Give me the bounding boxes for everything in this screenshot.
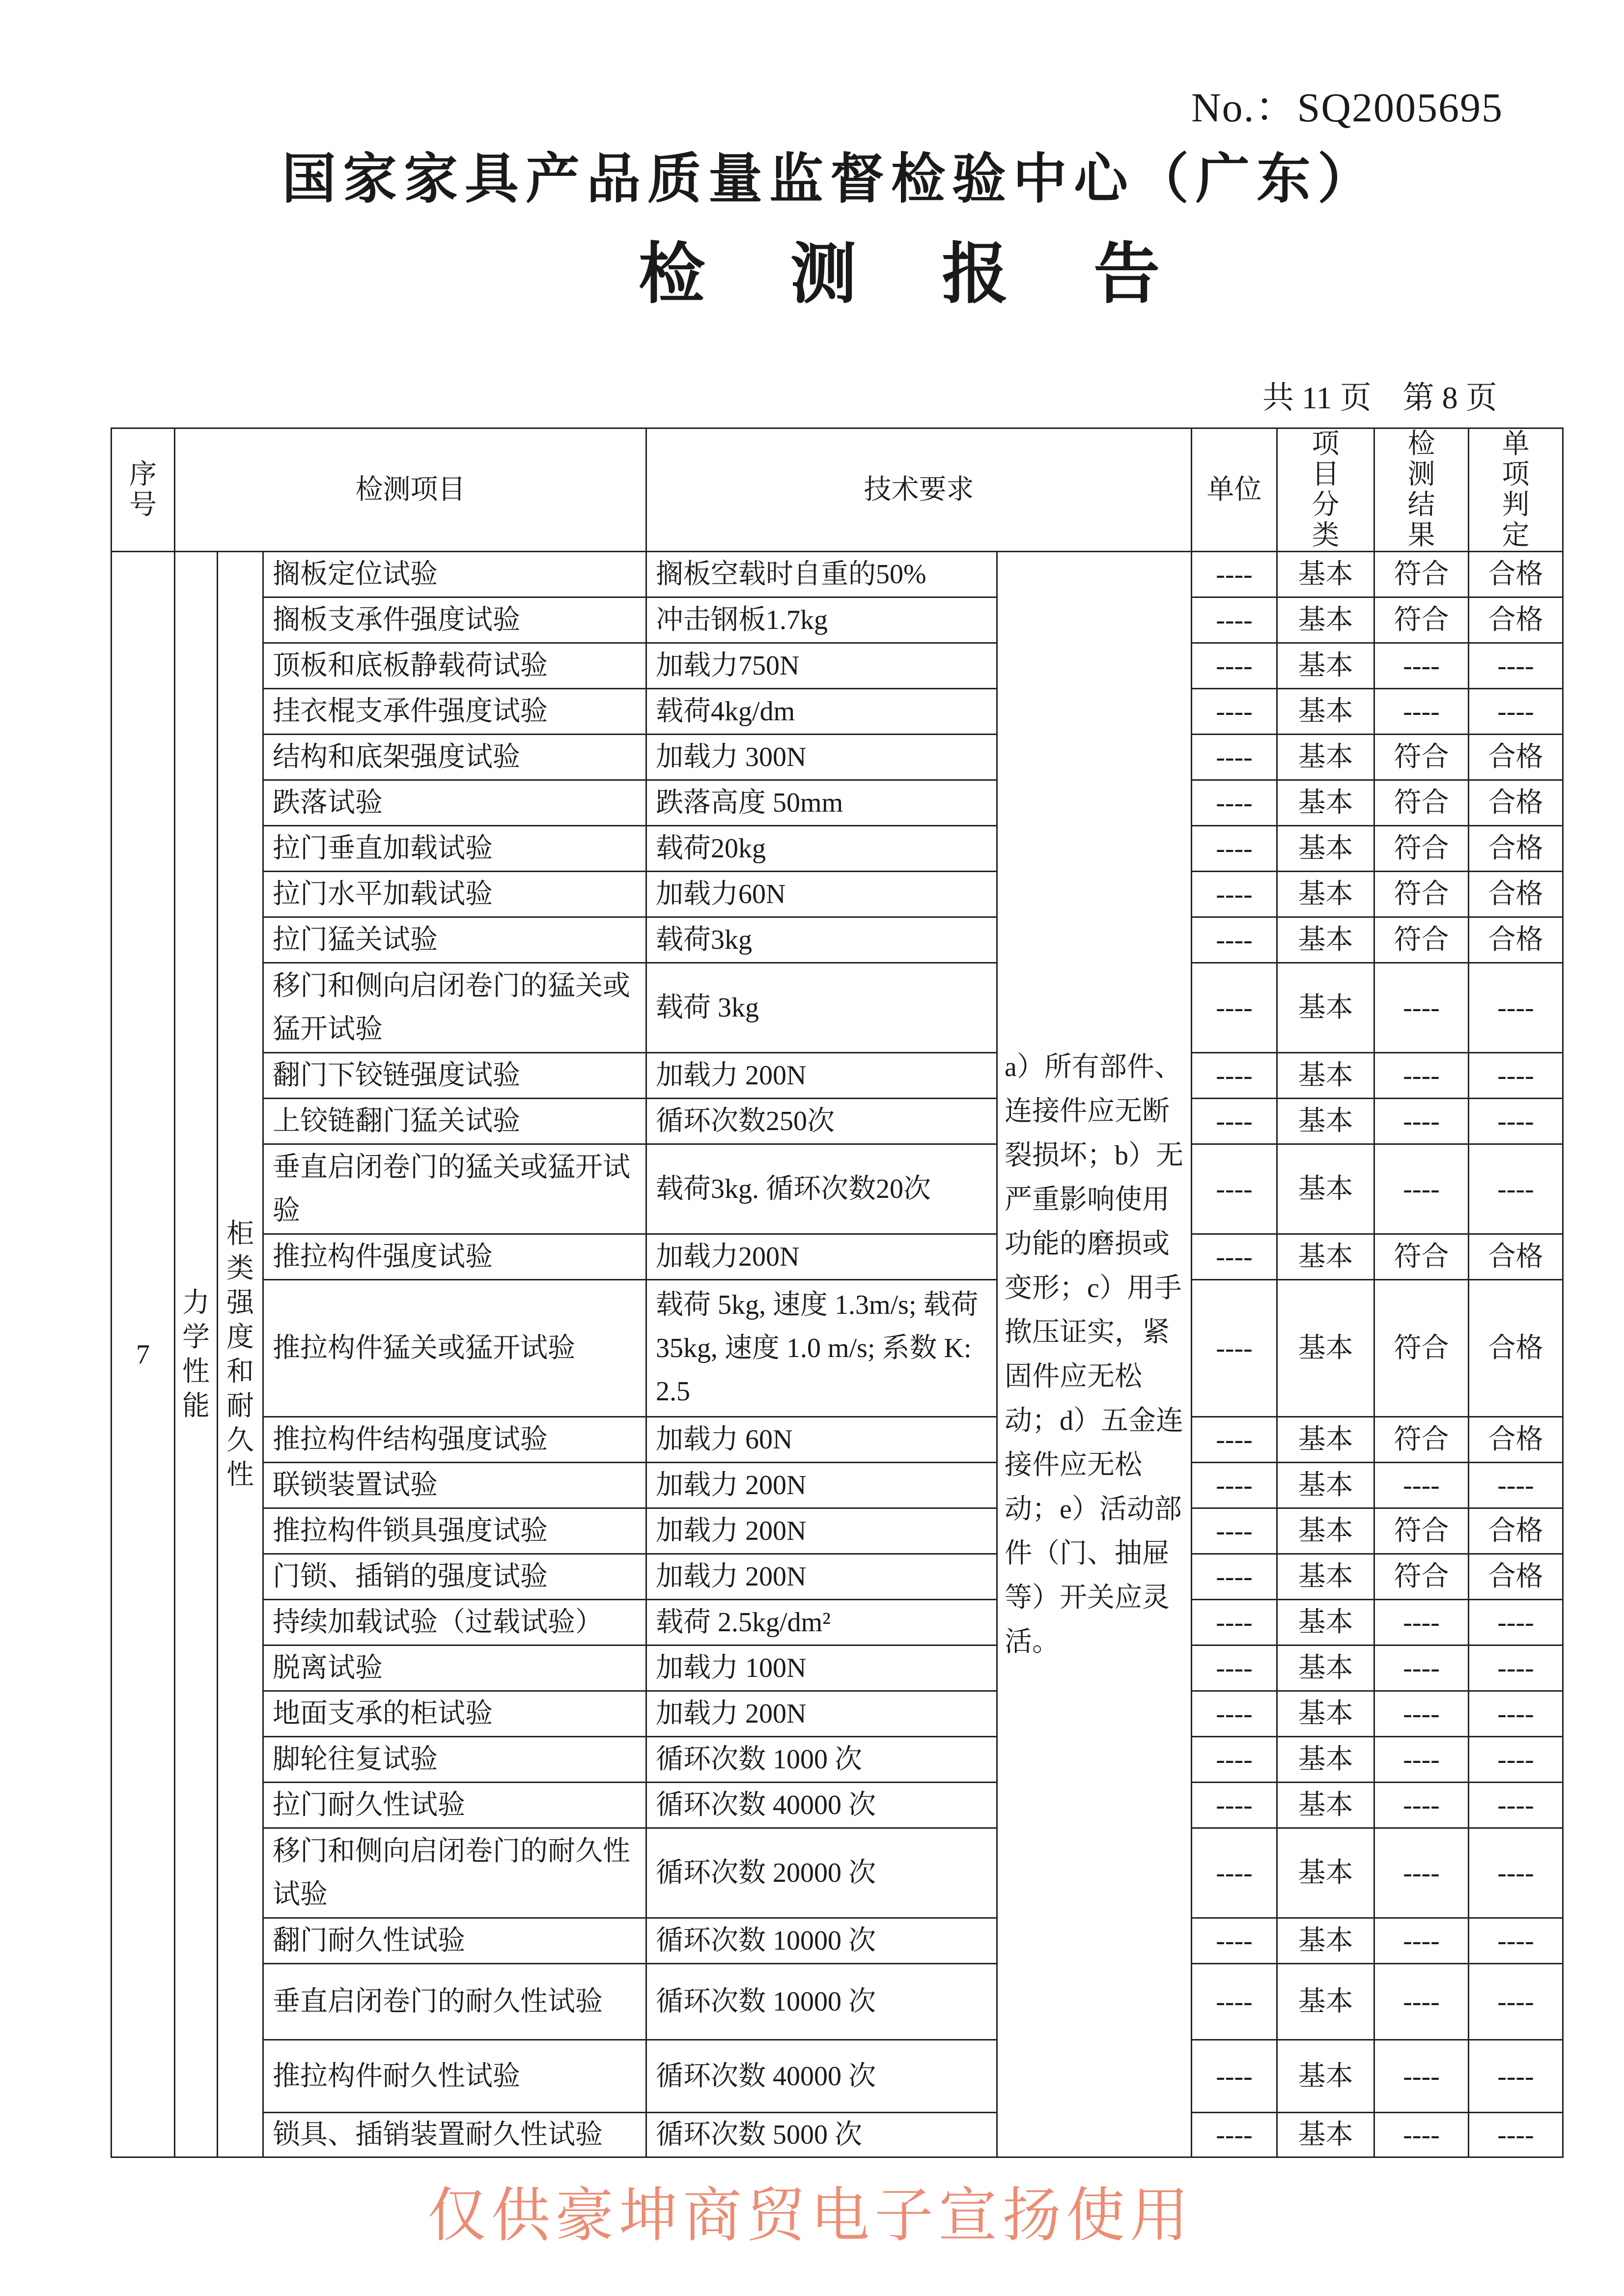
result: ---- <box>1374 2040 1469 2113</box>
unit: ---- <box>1192 872 1277 917</box>
header-judgment: 单项判定 <box>1469 428 1563 552</box>
category: 基本 <box>1277 597 1374 643</box>
table-row <box>112 1645 1563 1691</box>
unit: ---- <box>1192 1645 1277 1691</box>
table-row <box>112 963 1563 1053</box>
result: 符合 <box>1374 552 1469 597</box>
result: ---- <box>1374 1737 1469 1783</box>
general-requirements-notes <box>997 552 1192 2157</box>
judgment: ---- <box>1469 643 1563 689</box>
unit: ---- <box>1192 1144 1277 1234</box>
category: 基本 <box>1277 1053 1374 1099</box>
judgment: 合格 <box>1469 1554 1563 1600</box>
seq-number: 7 <box>112 552 175 2157</box>
unit: ---- <box>1192 597 1277 643</box>
unit: ---- <box>1192 1508 1277 1554</box>
test-item: 移门和侧向启闭卷门的耐久性试验 <box>263 1828 646 1918</box>
table-row <box>112 2113 1563 2157</box>
table-row <box>112 826 1563 872</box>
test-item: 联锁装置试验 <box>263 1463 646 1508</box>
table-row <box>112 1463 1563 1508</box>
unit: ---- <box>1192 2113 1277 2157</box>
result: 符合 <box>1374 780 1469 826</box>
result: ---- <box>1374 1600 1469 1645</box>
test-item: 拉门垂直加载试验 <box>263 826 646 872</box>
requirement: 加载力 200N <box>646 1691 997 1737</box>
category: 基本 <box>1277 735 1374 780</box>
test-item: 推拉构件耐久性试验 <box>263 2040 646 2113</box>
table-row <box>112 1099 1563 1144</box>
test-item: 拉门水平加载试验 <box>263 872 646 917</box>
result: ---- <box>1374 1691 1469 1737</box>
result: ---- <box>1374 1918 1469 1964</box>
judgment: ---- <box>1469 1600 1563 1645</box>
requirement: 加载力 200N <box>646 1463 997 1508</box>
subgroup-label: 柜类强度和耐久性 <box>218 552 263 2157</box>
header-result: 检测结果 <box>1374 428 1469 552</box>
unit: ---- <box>1192 1417 1277 1463</box>
table-row <box>112 1053 1563 1099</box>
note-item: e）活动部件（门、抽屉等）开关应灵活。 <box>1005 1494 1182 1657</box>
result: 符合 <box>1374 826 1469 872</box>
judgment: ---- <box>1469 1053 1563 1099</box>
table-row <box>112 552 1563 597</box>
note-item: d）五金连接件应无松动； <box>1005 1405 1184 1525</box>
judgment: ---- <box>1469 1918 1563 1964</box>
result: ---- <box>1374 1783 1469 1828</box>
unit: ---- <box>1192 1554 1277 1600</box>
table-row <box>112 597 1563 643</box>
result: 符合 <box>1374 1417 1469 1463</box>
requirement: 循环次数 40000 次 <box>646 1783 997 1828</box>
requirement: 循环次数 1000 次 <box>646 1737 997 1783</box>
table-row <box>112 1691 1563 1737</box>
judgment: ---- <box>1469 1964 1563 2040</box>
result: ---- <box>1374 1099 1469 1144</box>
unit: ---- <box>1192 1280 1277 1417</box>
requirement: 载荷3kg <box>646 917 997 963</box>
unit: ---- <box>1192 780 1277 826</box>
unit: ---- <box>1192 963 1277 1053</box>
category: 基本 <box>1277 643 1374 689</box>
result: 符合 <box>1374 1280 1469 1417</box>
judgment: 合格 <box>1469 872 1563 917</box>
test-item: 搁板定位试验 <box>263 552 646 597</box>
requirement: 冲击钢板1.7kg <box>646 597 997 643</box>
table-header-row <box>112 428 1563 552</box>
judgment: 合格 <box>1469 735 1563 780</box>
unit: ---- <box>1192 1463 1277 1508</box>
judgment: ---- <box>1469 1828 1563 1918</box>
table-row <box>112 1918 1563 1964</box>
category: 基本 <box>1277 689 1374 735</box>
category: 基本 <box>1277 826 1374 872</box>
note-item: a）所有部件、连接件应无断裂损坏； <box>1005 1051 1182 1171</box>
judgment: ---- <box>1469 2113 1563 2157</box>
test-item: 上铰链翻门猛关试验 <box>263 1099 646 1144</box>
requirement: 加载力 100N <box>646 1645 997 1691</box>
table-row <box>112 735 1563 780</box>
test-results-table <box>111 427 1564 2158</box>
requirement: 载荷20kg <box>646 826 997 872</box>
requirement: 载荷4kg/dm <box>646 689 997 735</box>
result: ---- <box>1374 963 1469 1053</box>
header-unit: 单位 <box>1192 428 1277 552</box>
test-item: 脚轮往复试验 <box>263 1737 646 1783</box>
table-row <box>112 872 1563 917</box>
table-row <box>112 2040 1563 2113</box>
result: ---- <box>1374 643 1469 689</box>
requirement: 加载力 200N <box>646 1508 997 1554</box>
report-title: 检 测 报 告 <box>639 238 1195 312</box>
unit: ---- <box>1192 1828 1277 1918</box>
result: 符合 <box>1374 735 1469 780</box>
requirement: 载荷 5kg, 速度 1.3m/s; 载荷 35kg, 速度 1.0 m/s; 系数 K: 2.5 <box>646 1280 997 1417</box>
requirement: 循环次数 40000 次 <box>646 2040 997 2113</box>
table-row <box>112 1280 1563 1417</box>
requirement: 载荷 2.5kg/dm² <box>646 1600 997 1645</box>
test-item: 推拉构件结构强度试验 <box>263 1417 646 1463</box>
unit: ---- <box>1192 1918 1277 1964</box>
test-item: 搁板支承件强度试验 <box>263 597 646 643</box>
judgment: 合格 <box>1469 1417 1563 1463</box>
category: 基本 <box>1277 1144 1374 1234</box>
table-row <box>112 1828 1563 1918</box>
result: 符合 <box>1374 917 1469 963</box>
unit: ---- <box>1192 735 1277 780</box>
judgment: ---- <box>1469 689 1563 735</box>
judgment: ---- <box>1469 1691 1563 1737</box>
judgment: 合格 <box>1469 826 1563 872</box>
category: 基本 <box>1277 1463 1374 1508</box>
judgment: 合格 <box>1469 1508 1563 1554</box>
result: ---- <box>1374 1828 1469 1918</box>
category: 基本 <box>1277 1099 1374 1144</box>
page-count: 共 11 页 第 8 页 <box>1262 380 1497 415</box>
result: 符合 <box>1374 872 1469 917</box>
test-item: 推拉构件猛关或猛开试验 <box>263 1280 646 1417</box>
requirement: 加载力200N <box>646 1234 997 1280</box>
test-item: 结构和底架强度试验 <box>263 735 646 780</box>
judgment: 合格 <box>1469 597 1563 643</box>
unit: ---- <box>1192 1600 1277 1645</box>
category: 基本 <box>1277 1828 1374 1918</box>
judgment: 合格 <box>1469 780 1563 826</box>
test-item: 脱离试验 <box>263 1645 646 1691</box>
category: 基本 <box>1277 780 1374 826</box>
table-row <box>112 1964 1563 2040</box>
judgment: 合格 <box>1469 1280 1563 1417</box>
judgment: 合格 <box>1469 917 1563 963</box>
header-category: 项目分类 <box>1277 428 1374 552</box>
note-item: b）无严重影响使用功能的磨损或变形； <box>1005 1140 1184 1304</box>
table-row <box>112 1600 1563 1645</box>
unit: ---- <box>1192 1234 1277 1280</box>
result: ---- <box>1374 1463 1469 1508</box>
note-item: c）用手揿压证实，紧固件应无松动； <box>1005 1273 1182 1436</box>
category: 基本 <box>1277 1280 1374 1417</box>
unit: ---- <box>1192 2040 1277 2113</box>
unit: ---- <box>1192 1099 1277 1144</box>
result: ---- <box>1374 2113 1469 2157</box>
unit: ---- <box>1192 1964 1277 2040</box>
test-item: 垂直启闭卷门的耐久性试验 <box>263 1964 646 2040</box>
result: ---- <box>1374 1144 1469 1234</box>
unit: ---- <box>1192 1053 1277 1099</box>
requirement: 循环次数 10000 次 <box>646 1918 997 1964</box>
unit: ---- <box>1192 1691 1277 1737</box>
category: 基本 <box>1277 2113 1374 2157</box>
test-item: 拉门猛关试验 <box>263 917 646 963</box>
requirement: 载荷3kg. 循环次数20次 <box>646 1144 997 1234</box>
test-item: 门锁、插销的强度试验 <box>263 1554 646 1600</box>
judgment: ---- <box>1469 1099 1563 1144</box>
test-item: 持续加载试验（过载试验） <box>263 1600 646 1645</box>
requirement: 加载力 60N <box>646 1417 997 1463</box>
test-item: 锁具、插销装置耐久性试验 <box>263 2113 646 2157</box>
result: 符合 <box>1374 1234 1469 1280</box>
test-item: 顶板和底板静载荷试验 <box>263 643 646 689</box>
unit: ---- <box>1192 826 1277 872</box>
result: 符合 <box>1374 597 1469 643</box>
table-row <box>112 1417 1563 1463</box>
table-row <box>112 643 1563 689</box>
table-row <box>112 780 1563 826</box>
unit: ---- <box>1192 917 1277 963</box>
header-item: 检测项目 <box>175 428 646 552</box>
requirement: 加载力 200N <box>646 1053 997 1099</box>
requirement: 加载力750N <box>646 643 997 689</box>
judgment: ---- <box>1469 1737 1563 1783</box>
table-row <box>112 1737 1563 1783</box>
requirement: 搁板空载时自重的50% <box>646 552 997 597</box>
unit: ---- <box>1192 1783 1277 1828</box>
test-item: 推拉构件锁具强度试验 <box>263 1508 646 1554</box>
requirement: 循环次数 5000 次 <box>646 2113 997 2157</box>
requirement: 加载力 200N <box>646 1554 997 1600</box>
category: 基本 <box>1277 1600 1374 1645</box>
result: ---- <box>1374 1645 1469 1691</box>
judgment: ---- <box>1469 1463 1563 1508</box>
report-number: No.：SQ2005695 <box>1191 85 1504 131</box>
table-row <box>112 1234 1563 1280</box>
category: 基本 <box>1277 1508 1374 1554</box>
requirement: 载荷 3kg <box>646 963 997 1053</box>
header-seq: 序号 <box>112 428 175 552</box>
category: 基本 <box>1277 552 1374 597</box>
table-row <box>112 1554 1563 1600</box>
category: 基本 <box>1277 2040 1374 2113</box>
test-item: 翻门下铰链强度试验 <box>263 1053 646 1099</box>
category: 基本 <box>1277 1783 1374 1828</box>
judgment: ---- <box>1469 1645 1563 1691</box>
unit: ---- <box>1192 689 1277 735</box>
judgment: ---- <box>1469 963 1563 1053</box>
category: 基本 <box>1277 1234 1374 1280</box>
unit: ---- <box>1192 1737 1277 1783</box>
test-item: 地面支承的柜试验 <box>263 1691 646 1737</box>
requirement: 加载力60N <box>646 872 997 917</box>
table-row <box>112 689 1563 735</box>
requirement: 循环次数 10000 次 <box>646 1964 997 2040</box>
test-item: 跌落试验 <box>263 780 646 826</box>
category: 基本 <box>1277 872 1374 917</box>
judgment: ---- <box>1469 1783 1563 1828</box>
header-requirement: 技术要求 <box>646 428 1192 552</box>
test-item: 移门和侧向启闭卷门的猛关或猛开试验 <box>263 963 646 1053</box>
judgment: ---- <box>1469 1144 1563 1234</box>
watermark-stamp: 仅供豪坤商贸电子宣扬使用 <box>427 2183 1194 2248</box>
unit: ---- <box>1192 552 1277 597</box>
table-row <box>112 917 1563 963</box>
requirement: 跌落高度 50mm <box>646 780 997 826</box>
requirement: 循环次数250次 <box>646 1099 997 1144</box>
judgment: 合格 <box>1469 1234 1563 1280</box>
category: 基本 <box>1277 1918 1374 1964</box>
unit: ---- <box>1192 643 1277 689</box>
test-item: 挂衣棍支承件强度试验 <box>263 689 646 735</box>
category: 基本 <box>1277 1737 1374 1783</box>
category: 基本 <box>1277 1691 1374 1737</box>
result: ---- <box>1374 1964 1469 2040</box>
test-item: 垂直启闭卷门的猛关或猛开试验 <box>263 1144 646 1234</box>
category: 基本 <box>1277 1417 1374 1463</box>
test-item: 翻门耐久性试验 <box>263 1918 646 1964</box>
table-row <box>112 1144 1563 1234</box>
category: 基本 <box>1277 963 1374 1053</box>
requirement: 加载力 300N <box>646 735 997 780</box>
test-item: 推拉构件强度试验 <box>263 1234 646 1280</box>
test-item: 拉门耐久性试验 <box>263 1783 646 1828</box>
requirement: 循环次数 20000 次 <box>646 1828 997 1918</box>
result: ---- <box>1374 689 1469 735</box>
category: 基本 <box>1277 1645 1374 1691</box>
judgment: ---- <box>1469 2040 1563 2113</box>
category: 基本 <box>1277 1554 1374 1600</box>
organization-title: 国家家具产品质量监督检验中心（广东） <box>282 149 1378 209</box>
category: 基本 <box>1277 1964 1374 2040</box>
table-row <box>112 1783 1563 1828</box>
result: ---- <box>1374 1053 1469 1099</box>
judgment: 合格 <box>1469 552 1563 597</box>
group-label: 力学性能 <box>175 552 218 2157</box>
result: 符合 <box>1374 1508 1469 1554</box>
category: 基本 <box>1277 917 1374 963</box>
result: 符合 <box>1374 1554 1469 1600</box>
table-row <box>112 1508 1563 1554</box>
